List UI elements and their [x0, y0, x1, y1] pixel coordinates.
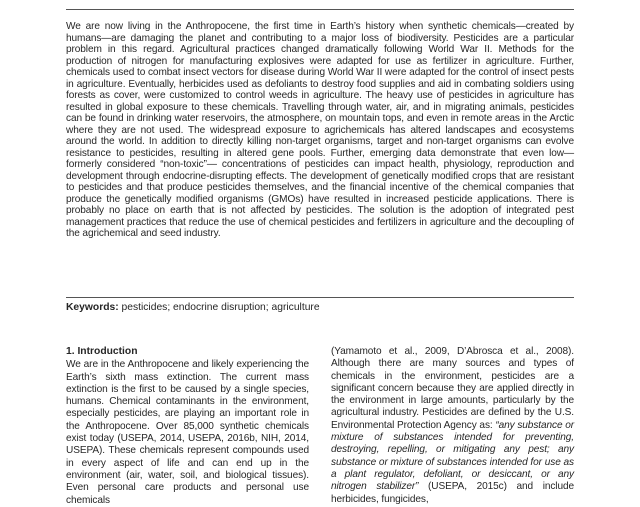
- intro-paragraph-left: We are in the Anthropocene and likely experiencing the Earth’s sixth mass extinction. The current mass extinction is the first to be caused by a single species, humans. Chemical contaminants in the environment, especially pesticides, are playing an important role in the Anthropocene. Over 85,000 synthetic chemicals exist today (USEPA, 2014, USEPA, 2016b, NIH, 2014, USEPA). These chemicals represent compounds used in every aspect of life and can end up in the environment (air, water, soil, and biological tissues). Even personal care products and personal use chemicals: [66, 359, 309, 506]
- intro-right-text: (Yamamoto et al., 2009, D’Abrosca et al., 2008). Although there are many sources and types of chemicals in the environment, pesticides are a significant concern because they are applied directly in the environment in large amounts, particularly by the agricultural industry. Pesticides are defined by the U.S. Environmental Protection Agency as:: [331, 346, 574, 431]
- intro-paragraph-right: [331, 346, 574, 506]
- section-heading-introduction: 1. Introduction: [66, 346, 138, 357]
- keywords-label: Keywords:: [66, 302, 119, 313]
- abstract-top-rule: [66, 9, 574, 10]
- intro-right-tail: (USEPA, 2015c) and include herbicides, fungicides,: [331, 481, 574, 505]
- left-column: [66, 346, 309, 507]
- keywords-value: pesticides; endocrine disruption; agriculture: [121, 302, 320, 313]
- epa-definition-quote: “any substance or mixture of substances intended for preventing, destroying, repelling, or mitigating any pest; any substance or mixture of substances intended for use as a plant regulator, defoliant, or desiccant, or any nitrogen stabilizer”: [331, 419, 574, 493]
- right-column: [331, 346, 574, 506]
- abstract-text: We are now living in the Anthropocene, the first time in Earth’s history when synthetic chemicals—created by humans—are damaging the planet and contributing to a major loss of biodiversity. Pesticides are a particular problem in this regard. Agricultural practices changed dramatically following World War II. Methods for the production of nitrogen for manufacturing explosives were adapted for use as fertilizer in agriculture. Further, chemicals used to combat insect vectors for disease during World War II were adapted for the control of insect pests in agriculture. Eventually, herbicides used as defoliants to destroy food supplies and aid in combating soldiers using forests as cover, were customized to control weeds in agriculture. The heavy use of pesticides in agriculture has resulted in global exposure to these chemicals. Travelling through water, air, and in migrating animals, pesticides can be found in drinking water reservoirs, the atmosphere, on mountain tops, and even in remote areas in the Arctic where they are not used. The widespread exposure to agrichemicals has altered landscapes and ecosystems around the world. In addition to directly killing non-target organisms, target and non-target organisms can evolve resistance to pesticides, resulting in altered gene pools. Further, emerging data demonstrate that even low— formerly considered “non-toxic”— concentrations of pesticides can impact health, physiology, reproduction and development through endocrine-disrupting effects. The development of genetically modified crops that are resistant to pesticides and that produce pesticides themselves, and the financial incentive of the chemical companies that produce the genetically modified organisms (GMOs) have resulted in increased pesticide applications. There is probably no place on earth that is not affected by pesticides. The solution is the adoption of integrated pest management practices that reduce the use of chemical pesticides and fertilizers in agriculture and the decoupling of the agrichemical and seed industry.: [66, 21, 574, 239]
- abstract-bottom-rule: [66, 297, 574, 298]
- keywords-line: [66, 302, 574, 314]
